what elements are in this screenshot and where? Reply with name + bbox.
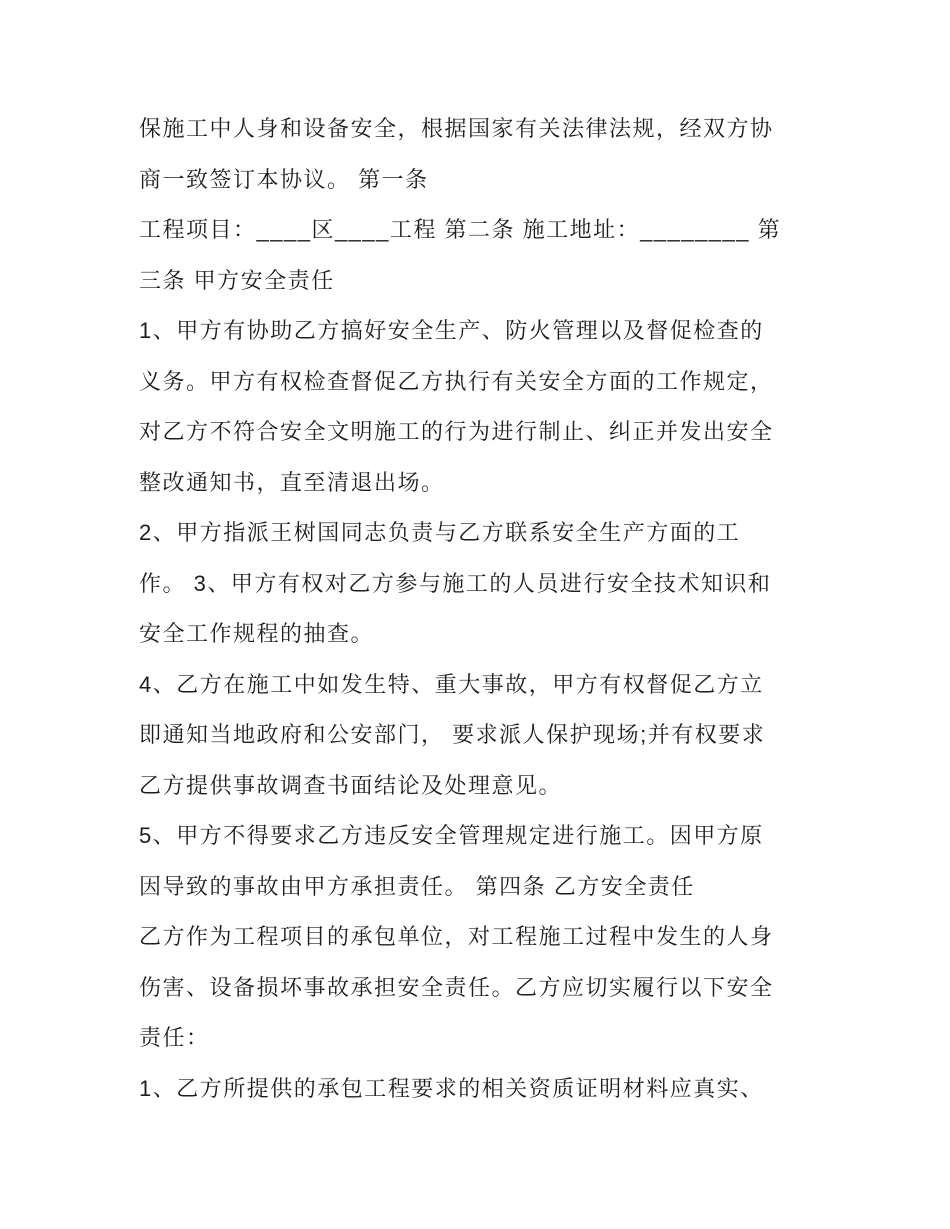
text-line: 整改通知书，直至清退出场。 (139, 469, 445, 495)
text-line: 伤害、设备损坏事故承担安全责任。乙方应切实履行以下安全 (139, 974, 774, 1000)
text-line: 2、甲方指派王树国同志负责与乙方联系安全生产方面的工 (139, 520, 741, 545)
text-line: 安全工作规程的抽查。 (139, 621, 375, 646)
text-line: 乙方提供事故调查书面结论及处理意见。 (139, 772, 563, 798)
text-line: 义务。甲方有权检查督促乙方执行有关安全方面的工作规定， (139, 368, 774, 394)
text-line: 商一致签订本协议。 第一条 (139, 166, 429, 192)
text-line: 4、乙方在施工中如发生特、重大事故，甲方有权督促乙方立 (139, 671, 764, 697)
text-line: 三条 甲方安全责任 (139, 267, 335, 293)
contract-text-block (139, 104, 817, 1114)
text-line: 对乙方不符合安全文明施工的行为进行制止、纠正并发出安全 (139, 419, 774, 444)
text-line: 1、乙方所提供的承包工程要求的相关资质证明材料应真实、 (139, 1075, 764, 1101)
text-line: 乙方作为工程项目的承包单位，对工程施工过程中发生的人身 (139, 924, 774, 949)
text-line: 保施工中人身和设备安全，根据国家有关法律法规，经双方协 (139, 116, 774, 141)
text-line-with-blanks: 工程项目：____区____工程 第二条 施工地址：________ 第 (139, 217, 782, 242)
text-line: 即通知当地政府和公安部门， 要求派人保护现场;并有权要求 (139, 722, 766, 747)
text-line: 责任： (139, 1025, 210, 1050)
text-line: 5、甲方不得要求乙方违反安全管理规定进行施工。因甲方原 (139, 823, 764, 848)
text-line: 作。 3、甲方有权对乙方参与施工的人员进行安全技术知识和 (139, 570, 772, 596)
text-line: 因导致的事故由甲方承担责任。 第四条 乙方安全责任 (139, 873, 695, 899)
text-line: 1、甲方有协助乙方搞好安全生产、防火管理以及督促检查的 (139, 318, 764, 343)
